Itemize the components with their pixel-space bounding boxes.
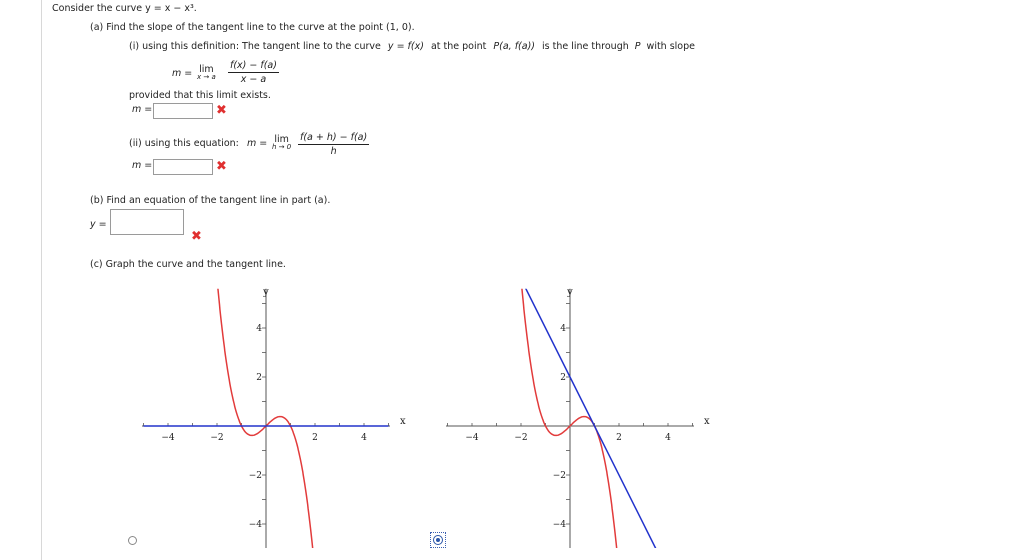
x-tick-label: −4: [465, 433, 479, 443]
limit-operator: [197, 64, 216, 81]
part-a-ii-label: (ii) using this equation:: [129, 138, 239, 149]
graph-option-1: [138, 274, 408, 548]
lim-text-ii: lim: [274, 134, 289, 145]
at-the-point-text: at the point: [430, 41, 487, 52]
y-tick-label: 4: [256, 324, 262, 334]
answer-ii-incorrect-icon: ✖: [216, 159, 227, 174]
h-difference-quotient-fraction: [298, 132, 369, 157]
y-tick-label: 2: [256, 373, 262, 383]
x-tick-label: −4: [161, 433, 175, 443]
y-tick-label: −2: [248, 471, 262, 481]
part-c-prompt: (c) Graph the curve and the tangent line.: [90, 259, 286, 270]
x-tick-label: 4: [665, 433, 671, 443]
fraction-denominator-ii: h: [330, 146, 337, 157]
y-tick-label: −4: [248, 520, 262, 530]
point-p: P: [634, 41, 641, 52]
answer-i-input[interactable]: [153, 103, 213, 119]
x-tick-label: −2: [514, 433, 528, 443]
graph-option-2-radio[interactable]: [430, 532, 446, 548]
line-through-text: is the line through: [542, 41, 629, 52]
lim-subscript-ii: h → 0: [272, 143, 292, 151]
graph-option-1-radio[interactable]: [128, 536, 137, 545]
x-tick-label: 4: [361, 433, 367, 443]
y-tick-label: 4: [560, 324, 566, 334]
y-axis-label: y: [567, 286, 573, 298]
x-axis-label: x: [400, 416, 406, 427]
answer-ii-input[interactable]: [153, 159, 213, 175]
y-tick-label: 2: [560, 373, 566, 383]
lim-text: lim: [199, 64, 214, 75]
y-tick-label: −4: [552, 520, 566, 530]
answer-i-label: m =: [132, 104, 153, 115]
y-tick-label: −2: [552, 471, 566, 481]
answer-i-incorrect-icon: ✖: [216, 103, 227, 118]
curve-expression: y = f(x): [387, 41, 424, 52]
problem-intro: Consider the curve y = x − x³.: [52, 3, 197, 14]
radio-selected-dot: [433, 535, 443, 545]
left-margin-rule: [41, 0, 42, 560]
part-a-i-definition: [129, 41, 695, 52]
x-axis-label: x: [704, 416, 710, 427]
slope-m-equals-ii: m =: [247, 138, 268, 149]
answer-b-incorrect-icon: ✖: [191, 229, 202, 244]
tangent-equation-input[interactable]: [110, 209, 184, 235]
part-b-prompt: (b) Find an equation of the tangent line in part (a).: [90, 195, 331, 206]
fraction-numerator-ii: f(a + h) − f(a): [300, 132, 368, 143]
slope-m-equals: m =: [172, 68, 193, 79]
answer-b-label: y =: [90, 219, 107, 230]
difference-quotient-fraction: [228, 60, 279, 85]
part-a-prompt: (a) Find the slope of the tangent line to the curve at the point (1, 0).: [90, 22, 415, 33]
y-axis-label: y: [263, 286, 269, 298]
limit-exists-text: provided that this limit exists.: [129, 90, 271, 101]
fraction-denominator: x − a: [240, 74, 267, 85]
graph-option-2: [440, 274, 720, 548]
with-slope-text: with slope: [646, 41, 695, 52]
fraction-numerator: f(x) − f(a): [230, 60, 277, 71]
x-tick-label: 2: [312, 433, 318, 443]
x-tick-label: 2: [616, 433, 622, 443]
x-tick-label: −2: [210, 433, 224, 443]
limit-operator-ii: [272, 134, 291, 151]
point-expression: P(a, f(a)): [493, 41, 535, 52]
lim-subscript: x → a: [197, 73, 216, 81]
part-a-i-label: (i) using this definition: The tangent line to the curve: [129, 41, 381, 52]
answer-ii-label: m =: [132, 160, 153, 171]
